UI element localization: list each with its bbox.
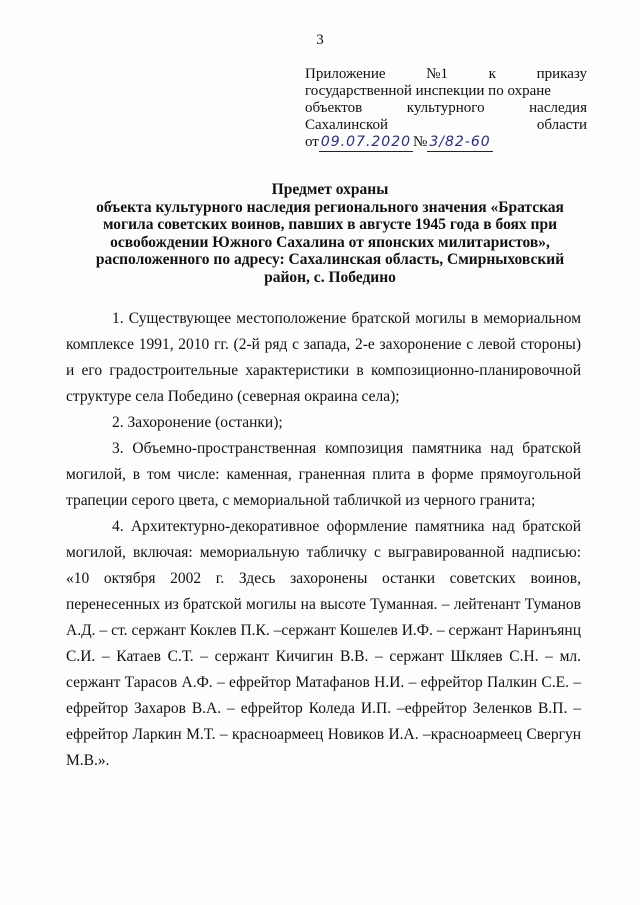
appendix-word: наследия <box>529 100 587 116</box>
appendix-word: области <box>536 117 587 133</box>
document-body <box>66 306 581 774</box>
text-line: «10 октября 2002 г. Здесь захоронены останки советских воинов, <box>66 570 581 587</box>
handwritten-order-number: 3/82-60 <box>429 134 491 150</box>
handwritten-date: 09.07.2020 <box>320 134 412 150</box>
appendix-line-2 <box>305 83 587 100</box>
appendix-header <box>305 66 587 152</box>
title-line: расположенного по адресу: Сахалинская область, Смирныховский <box>95 251 565 268</box>
text-line: 4. Архитектурно-декоративное оформление памятника над братской <box>112 518 581 535</box>
text-line: могилой, в том числе: каменная, граненная плита в форме прямоугольной <box>66 466 581 483</box>
text-line: и его градостроительные характеристики в композиционно-планировочной <box>66 362 581 379</box>
order-number-field <box>427 134 492 152</box>
paragraph-4-line <box>66 566 581 592</box>
text-line: комплексе 1991, 2010 гг. (2-й ряд с запада, 2-е захоронение с левой стороны) <box>66 336 581 353</box>
appendix-word: Приложение <box>305 66 386 82</box>
appendix-line-4 <box>305 117 587 134</box>
number-prefix: № <box>413 134 428 150</box>
text-line: С.И. – Катаев С.Т. – сержант Кичигин В.В. – сержант Шкляев С.Н. – мл. <box>66 648 581 665</box>
paragraph-3-line <box>66 462 581 488</box>
title-line: освобождении Южного Сахалина от японских милитаристов», <box>110 233 550 251</box>
appendix-word: Сахалинской <box>305 117 389 133</box>
title-line: объекта культурного наследия регионального значения «Братская <box>96 198 564 216</box>
appendix-word: к <box>488 66 496 82</box>
paragraph-4-line <box>66 722 581 748</box>
paragraph-4-line <box>66 592 581 618</box>
appendix-line-3 <box>305 100 587 117</box>
appendix-number: №1 <box>426 66 448 82</box>
title-line: район, с. Победино <box>264 268 396 286</box>
page-number: 3 <box>316 32 324 48</box>
date-field <box>319 134 413 152</box>
paragraph-3-line <box>66 488 581 514</box>
appendix-word: культурного <box>406 100 485 116</box>
paragraph-4-line <box>66 748 581 774</box>
paragraph-4-line <box>66 644 581 670</box>
text-line: 2. Захоронение (останки); <box>112 414 283 431</box>
text-line: могилой, включая: мемориальную табличку с выгравированной надписью: <box>66 544 581 561</box>
paragraph-2-line <box>66 410 581 436</box>
appendix-line-1 <box>305 66 587 83</box>
title-line: могила советских воинов, павших в августе 1945 года в боях при <box>102 216 558 233</box>
text-line: А.Д. – ст. сержант Коклев П.К. –сержант Кошелев И.Ф. – сержант Наринъянц <box>66 622 581 639</box>
paragraph-4-line <box>66 514 581 540</box>
text-line: сержант Тарасов А.Ф. – ефрейтор Матафанов Н.И. – ефрейтор Палкин С.Е. – <box>66 674 581 691</box>
text-line: перенесенных из братской могилы на высоте Туманная. – лейтенант Туманов <box>66 596 581 613</box>
text-line: структуре села Победино (северная окраина села); <box>66 388 400 405</box>
text-line: 1. Существующее местоположение братской могилы в мемориальном <box>112 310 581 327</box>
paragraph-1-line <box>66 306 581 332</box>
appendix-word: приказу <box>536 66 587 82</box>
appendix-text: государственной инспекции по охране <box>305 83 551 99</box>
text-line: ефрейтор Захаров В.А. – ефрейтор Коледа И.П. –ефрейтор Зеленков В.П. – <box>66 700 581 717</box>
paragraph-4-line <box>66 618 581 644</box>
paragraph-1-line <box>66 384 581 410</box>
text-line: М.В.». <box>66 752 110 769</box>
title-line: Предмет охраны <box>271 181 389 198</box>
text-line: 3. Объемно-пространственная композиция памятника над братской <box>112 440 581 457</box>
paragraph-4-line <box>66 696 581 722</box>
paragraph-1-line <box>66 358 581 384</box>
paragraph-1-line <box>66 332 581 358</box>
text-line: трапеции серого цвета, с мемориальной табличкой из черного гранита; <box>66 492 536 509</box>
document-title <box>50 181 610 286</box>
appendix-word: объектов <box>305 100 363 116</box>
text-line: ефрейтор Ларкин М.Т. – красноармеец Новиков И.А. –красноармеец Свергун <box>66 726 581 743</box>
paragraph-4-line <box>66 540 581 566</box>
paragraph-3-line <box>66 436 581 462</box>
paragraph-4-line <box>66 670 581 696</box>
appendix-date-line <box>305 134 587 152</box>
date-prefix: от <box>305 134 319 150</box>
